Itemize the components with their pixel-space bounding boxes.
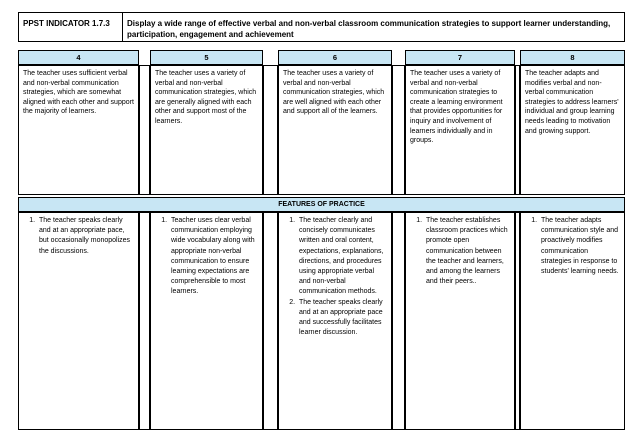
features-level-7: [405, 212, 515, 430]
features-level-5: [150, 212, 263, 430]
descriptor-level-5: The teacher uses a variety of verbal and non-verbal communication strategies, which are generally aligned with each other and support most of the learners.: [150, 65, 263, 195]
descriptor-level-6: The teacher uses a variety of verbal and non-verbal communication strategies, which are well aligned with each other and support all of the learners.: [278, 65, 392, 195]
descriptor-level-7: The teacher uses a variety of verbal and non-verbal communication strategies to create a learning environment that provides opportunities for inquiry and involvement of learners individually and in groups.: [405, 65, 515, 195]
indicator-description: Display a wide range of effective verbal and non-verbal classroom communication strategies to support learner understanding, participation, engagement and achievement: [122, 12, 625, 42]
features-level-8: [520, 212, 625, 430]
feature-item: 2. The teacher speaks clearly and at an appropriate pace and successfully facilitates learner discussion.: [297, 298, 387, 339]
descriptor-level-4: The teacher uses sufficient verbal and non-verbal communication strategies, which are somewhat aligned with each other and support the majority of learners.: [18, 65, 139, 195]
features-of-practice-header: FEATURES OF PRACTICE: [18, 197, 625, 212]
feature-item: 1. Teacher uses clear verbal communication employing wide vocabulary along with appropriate non-verbal communication to ensure learning expectations are comprehensible to most learners.: [169, 216, 258, 298]
level-header-4: 4: [18, 50, 139, 65]
level-header-8: 8: [520, 50, 625, 65]
column-gap: [139, 65, 150, 195]
features-level-4: [18, 212, 139, 430]
indicator-code: PPST INDICATOR 1.7.3: [18, 12, 123, 42]
column-gap: [392, 65, 405, 195]
level-header-6: 6: [278, 50, 392, 65]
column-gap: [263, 65, 278, 195]
features-level-6: [278, 212, 392, 430]
level-header-5: 5: [150, 50, 263, 65]
column-gap: [263, 212, 278, 430]
level-header-7: 7: [405, 50, 515, 65]
column-gap: [139, 212, 150, 430]
feature-item: 1. The teacher adapts communication style and proactively modifies communication strategies in response to students' learning needs.: [539, 216, 620, 277]
feature-item: 1. The teacher establishes classroom practices which promote open communication between the teacher and learners, and among the learners and their peers..: [424, 216, 510, 287]
column-gap: [392, 212, 405, 430]
feature-item: 1. The teacher speaks clearly and at an appropriate pace, but occasionally monopolizes the discussions.: [37, 216, 134, 257]
feature-item: 1. The teacher clearly and concisely communicates written and oral content, expectations, explanations, directions, and procedures using appropriate verbal and non-verbal communication methods.: [297, 216, 387, 298]
descriptor-level-8: The teacher adapts and modifies verbal and non-verbal communication strategies to address learners' individual and group learning needs leading to motivation and growing support.: [520, 65, 625, 195]
